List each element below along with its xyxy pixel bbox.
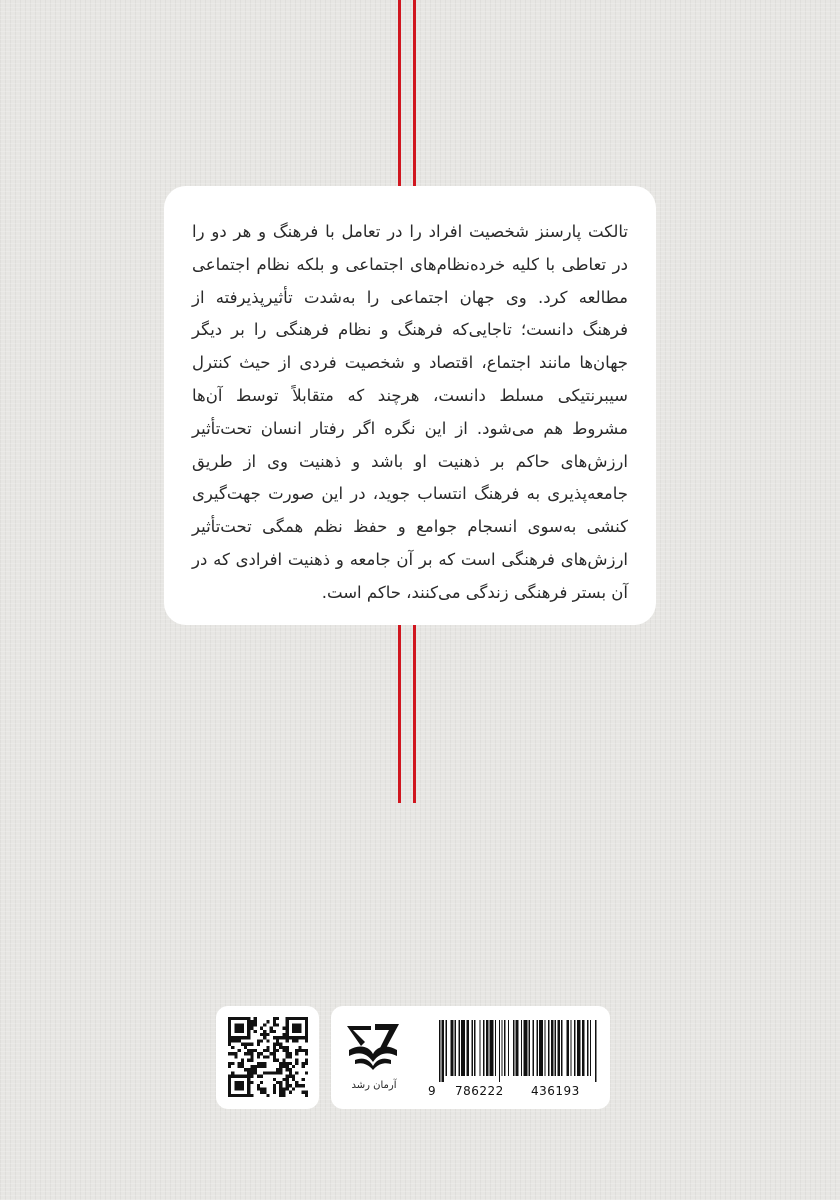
isbn-lead-digit: 9 [428, 1084, 436, 1098]
blurb-card [164, 186, 656, 625]
isbn-barcode-card [331, 1006, 610, 1109]
red-rule-right-bottom [413, 625, 416, 803]
isbn-barcode [439, 1020, 599, 1082]
red-rule-left-bottom [398, 625, 401, 803]
qr-card [216, 1006, 319, 1109]
red-rule-right-top [413, 0, 416, 186]
blurb-text: تالکت پارسنز شخصیت افراد را در تعامل با فرهنگ و هر دو را در تعاطی با کلیه خرده‌نظام‌های اجتماعی و بلکه نظام اجتماعی مطالعه کرد. وی جهان اجتماعی را به‌شدت تأثیرپذیرفته از فرهنگ دانست؛ تاجایی‌که فرهنگ و نظام فرهنگی را بر دیگر جهان‌ها مانند اجتماع، اقتصاد و شخصیت فردی از حیث کنترل سیبرنتیکی مسلط دانست، هرچند که متقابلاً توسط آن‌ها مشروط هم می‌شود. از این نگره اگر رفتار انسان تحت‌تأثیر ارزش‌های حاکم بر ذهنیت او باشد و ذهنیت وی از طریق جامعه‌پذیری به فرهنگ انتساب جوید، در این صورت جهت‌گیری کنشی به‌سوی انسجام جوامع و حفظ نظم همگی تحت‌تأثیر ارزش‌های فرهنگی است که بر آن جامعه و ذهنیت افرادی که در آن بستر فرهنگی زندگی می‌کنند، حاکم است. [192, 222, 628, 602]
open-book-logo-icon [341, 1020, 405, 1072]
isbn-first-group: 786222 [455, 1084, 504, 1098]
qr-code-icon [228, 1017, 308, 1097]
publisher-name: آرمان رشد [351, 1080, 397, 1091]
red-rule-left-top [398, 0, 401, 186]
isbn-second-group: 436193 [531, 1084, 580, 1098]
